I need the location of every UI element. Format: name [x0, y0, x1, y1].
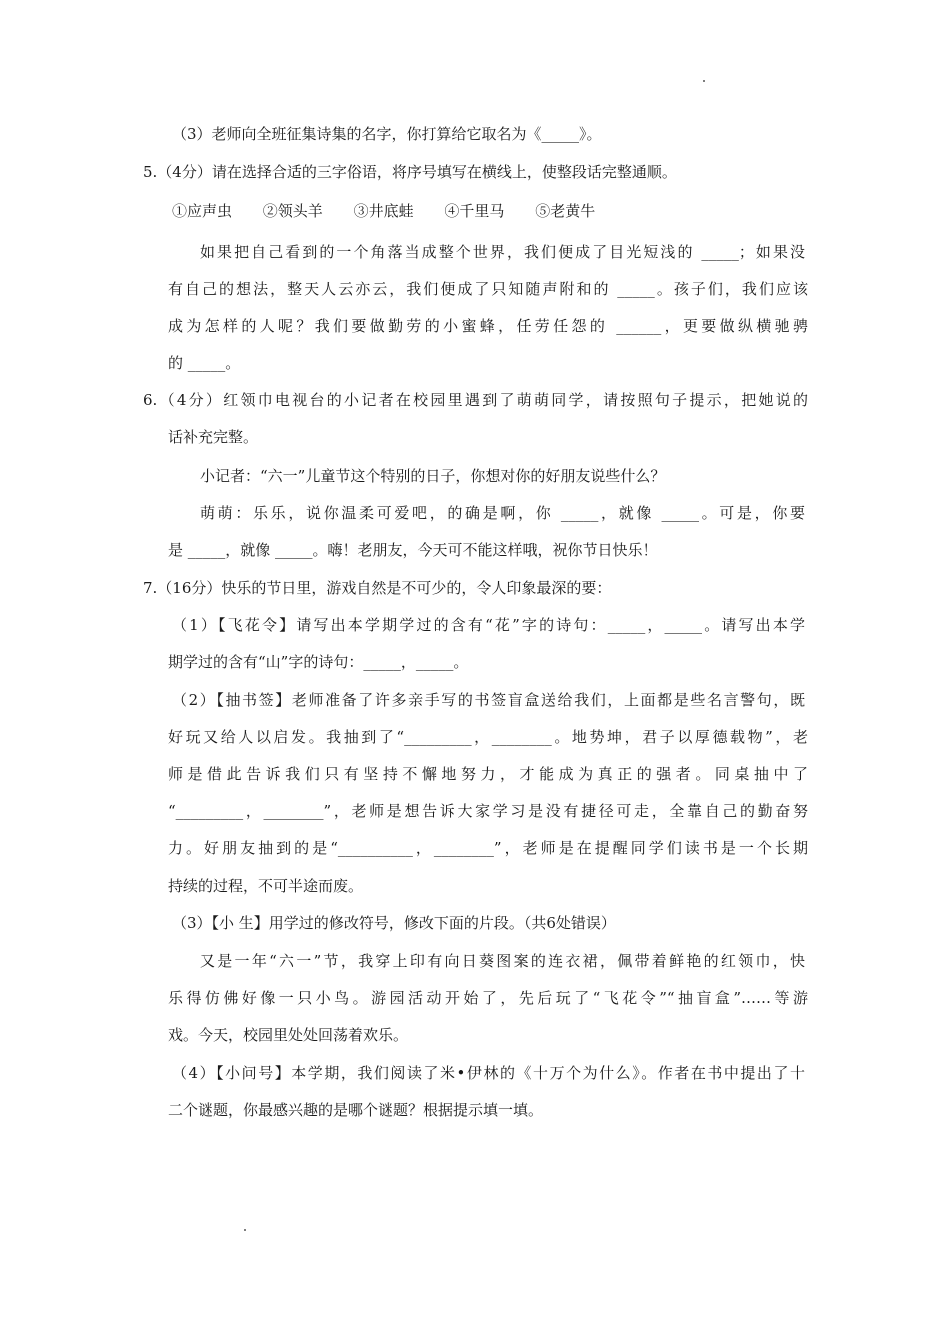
q7-part2-line: 师是借此告诉我们只有坚持不懈地努力，才能成为真正的强者。同桌抽中了	[168, 765, 808, 783]
q7-part1-line: （1）【飞花令】请写出本学期学过的含有“花”字的诗句：_____，_____。请写出本学	[172, 616, 805, 634]
q7-part2-line: 力。好朋友抽到的是“__________，________”，老师是在提醒同学们读书是一个长期	[168, 839, 808, 857]
q5-options	[172, 201, 621, 221]
q7-part3-passage: 戏。今天，校园里处处回荡着欢乐。	[168, 1026, 409, 1044]
scan-dot-top	[703, 80, 705, 82]
q6-heading: 6.（4分）红领巾电视台的小记者在校园里遇到了萌萌同学，请按照句子提示，把她说的	[143, 391, 808, 409]
q7-part4-line: （4）【小问号】本学期，我们阅读了米•伊林的《十万个为什么》。作者在书中提出了十	[172, 1064, 805, 1082]
q5-passage-line: 有自己的想法，整天人云亦云，我们便成了只知随声附和的 _____。孩子们，我们应该	[168, 280, 808, 298]
q7-heading: 7.（16分）快乐的节日里，游戏自然是不可少的，令人印象最深的要：	[143, 579, 612, 597]
q6-heading-cont: 话补充完整。	[168, 428, 259, 446]
q4-part3: （3）老师向全班征集诗集的名字，你打算给它取名为《_____》。	[172, 125, 602, 143]
q7-part2-line: （2）【抽书签】老师准备了许多亲手写的书签盲盒送给我们，上面都是些名言警句，既	[172, 691, 805, 709]
q5-option: ③井底蛙	[353, 202, 414, 220]
q7-part2-line: “_________，________”，老师是想告诉大家学习是没有捷径可走，全靠自己的勤奋努	[168, 802, 808, 820]
q5-passage-line: 的 _____。	[168, 354, 241, 372]
q6-reporter-line: 小记者：“六一”儿童节这个特别的日子，你想对你的好朋友说些什么？	[200, 467, 666, 485]
q6-mengmeng-line: 是 _____，就像 _____。嗨！老朋友，今天可不能这样哦，祝你节日快乐！	[168, 541, 658, 559]
q5-option: ①应声虫	[172, 202, 233, 220]
q7-part4-line: 二个谜题，你最感兴趣的是哪个谜题？根据提示填一填。	[168, 1101, 544, 1119]
q7-part3-passage: 乐得仿佛好像一只小鸟。游园活动开始了，先后玩了“飞花令”“抽盲盒”……等游	[168, 989, 808, 1007]
q5-option: ②领头羊	[262, 202, 323, 220]
q5-passage-line: 成为怎样的人呢？我们要做勤劳的小蜜蜂，任劳任怨的 ______，更要做纵横驰骋	[168, 317, 808, 335]
q7-part2-line: 持续的过程，不可半途而废。	[168, 877, 364, 895]
q7-part1-line: 期学过的含有“山”字的诗句：_____，_____。	[168, 653, 469, 671]
q5-option: ⑤老黄牛	[535, 202, 596, 220]
q5-heading: 5.（4分）请在选择合适的三字俗语，将序号填写在横线上，使整段话完整通顺。	[143, 163, 677, 181]
scan-dot-bottom	[244, 1229, 246, 1231]
q6-mengmeng-line: 萌萌：乐乐，说你温柔可爱吧，的确是啊，你 _____，就像 _____。可是，你要	[200, 504, 805, 522]
q7-part2-line: 好玩又给人以启发。我抽到了“_________，________。地势坤，君子以厚德载物”，老	[168, 728, 808, 746]
q5-option: ④千里马	[444, 202, 505, 220]
q7-part3-heading: （3）【小 生】用学过的修改符号，修改下面的片段。（共6处错误）	[172, 914, 616, 932]
q7-part3-passage: 又是一年“六一”节，我穿上印有向日葵图案的连衣裙，佩带着鲜艳的红领巾，快	[200, 952, 805, 970]
q5-passage-line: 如果把自己看到的一个角落当成整个世界，我们便成了目光短浅的 _____；如果没	[200, 243, 805, 261]
